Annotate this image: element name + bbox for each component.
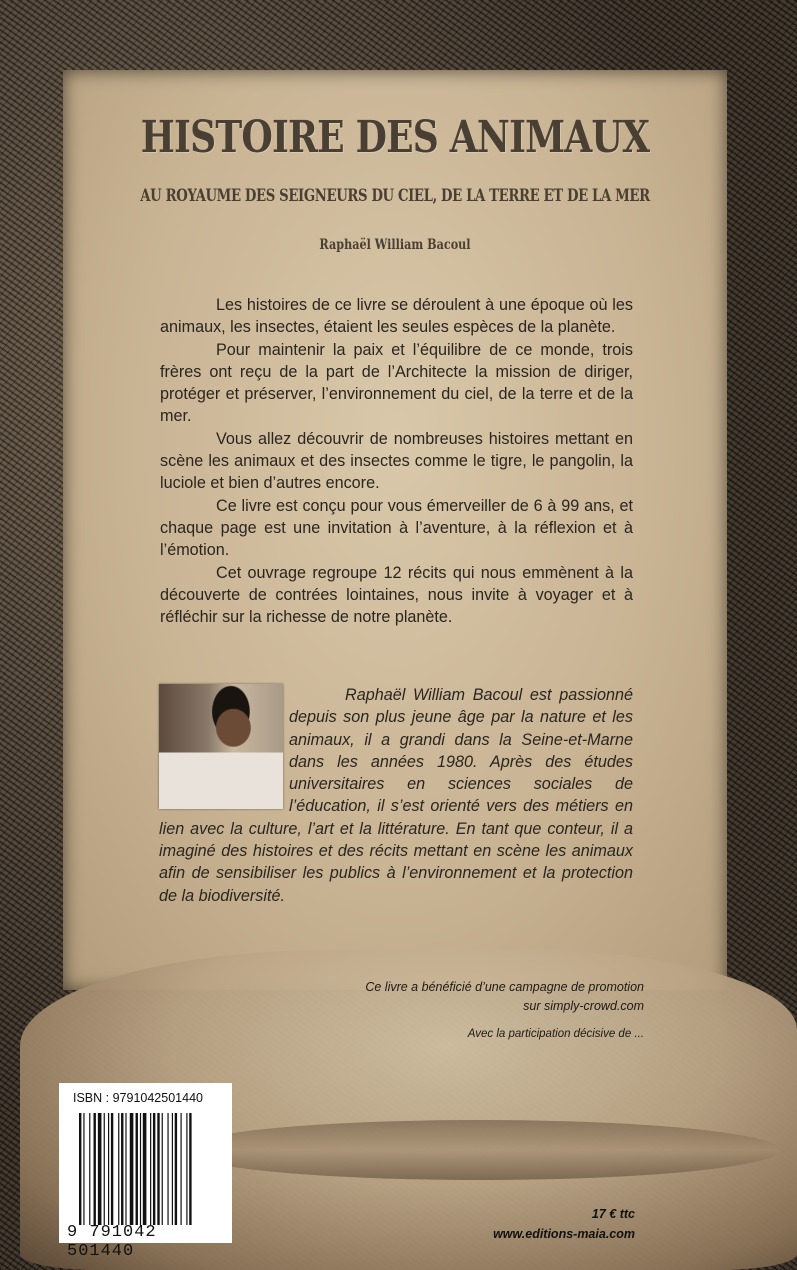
barcode-digits: 9 791042 501440 [67,1223,157,1261]
photo-spacer [159,684,289,796]
author-name: Raphaël William Bacoul [319,237,471,253]
author-bio-text: Raphaël William Bacoul est passionné depuis son plus jeune âge par la nature et les animaux, il a grandi dans la Seine-et-Marne dans les années 1980. Après des études universitaires en sciences sociales de l’éducation, il s’est orienté vers des métiers en lien avec la culture, l’art et la littérature. En tant que conteur, il a imaginé des histoires et des récits mettant en scène les animaux afin de sensibiliser les publics à l’environnement et la protection de la biodiversité. [159,686,633,905]
participation-note: Avec la participation décisive de ... [467,1028,644,1040]
promo-line: sur simply-crowd.com [523,999,644,1013]
synopsis-paragraph: Cet ouvrage regroupe 12 récits qui nous emmènent à la découverte de contrées lointaines, nous invite à voyager et à réfléchir sur la richesse de notre planète. [160,563,633,627]
book-subtitle: AU ROYAUME DES SEIGNEURS DU CIEL, DE LA TERRE ET DE LA MER [140,186,650,206]
isbn-label: ISBN : 9791042501440 [73,1091,203,1105]
price: 17 € ttc [591,1207,635,1221]
barcode-panel [59,1083,232,1261]
synopsis [160,294,633,628]
synopsis-paragraph: Les histoires de ce livre se déroulent à une époque où les animaux, les insectes, étaient les seules espèces de la planète. [160,296,633,337]
publisher-website: www.editions-maia.com [493,1227,635,1241]
scroll-curl [180,1120,780,1180]
book-title: HISTOIRE DES ANIMAUX [140,112,650,163]
synopsis-paragraph: Ce livre est conçu pour vous émerveiller de 6 à 99 ans, et chaque page est une invitation à l’aventure, à la réflexion et à l’émotion. [160,496,633,560]
barcode-icon [79,1113,227,1225]
synopsis-paragraph: Vous allez découvrir de nombreuses histoires mettant en scène les animaux et des insectes comme le tigre, le pangolin, la luciole et bien d’autres encore. [160,429,633,493]
promo-line: Ce livre a bénéficié d’une campagne de promotion [365,980,644,994]
promo-note [284,978,644,1016]
author-bio [159,684,633,907]
synopsis-paragraph: Pour maintenir la paix et l’équilibre de ce monde, trois frères ont reçu de la part de l’Architecte la mission de diriger, protéger et préserver, l’environnement du ciel, de la terre et de la mer. [160,340,633,426]
